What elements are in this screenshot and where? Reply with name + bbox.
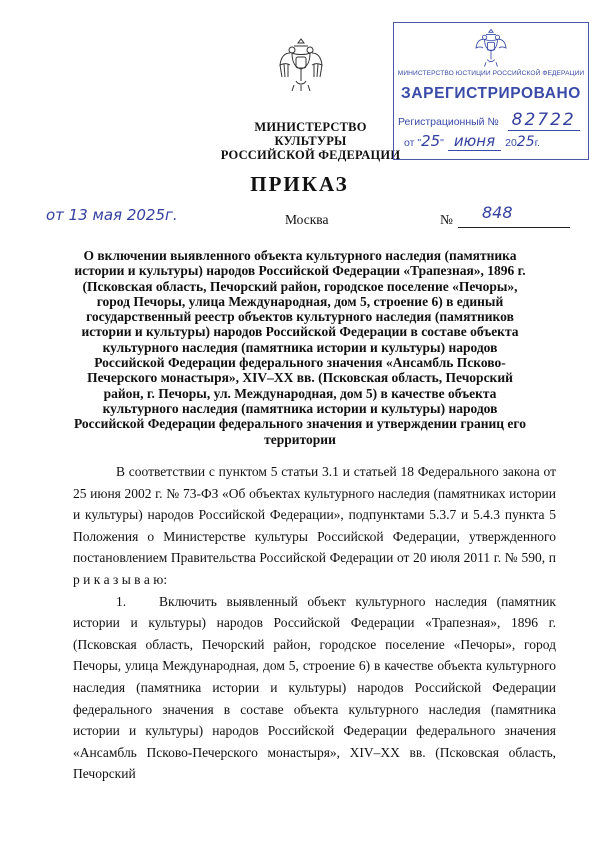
registration-stamp [393, 22, 589, 160]
stamp-status: ЗАРЕГИСТРИРОВАНО [401, 85, 581, 102]
state-emblem-icon [278, 37, 324, 93]
item-1-text: Включить выявленный объект культурного наследия (памятник истории и культуры) народов Российской Федерации «Трапезная», 1896 г. (Псковская область, Печорский район, городское поселение «Печоры», город Печоры, улица Международная, дом 5, строение 6) в качестве объекта культурного наследия (памятника истории и культуры) народов Российской Федерации федерального значения в составе объекта культурного наследия (памятника истории и культуры) народов Российской Федерации федерального значения «Ансамбль Псково-Печерского монастыря», XIV–XX вв. (Псковская область, Печорский [73, 593, 556, 782]
stamp-org: МИНИСТЕРСТВО ЮСТИЦИИ РОССИЙСКОЙ ФЕДЕРАЦИИ [397, 70, 585, 77]
item-1-number: 1. [116, 593, 127, 609]
stamp-emblem-icon [472, 28, 510, 68]
order-number-handwritten: 848 [482, 203, 513, 222]
stamp-reg-number: 82722 [508, 110, 580, 131]
stamp-date-row: от "25" июня 2025г. [404, 132, 541, 150]
stamp-reg-label: Регистрационный № [398, 116, 499, 128]
stamp-reg-row [398, 110, 580, 130]
number-underline [458, 227, 570, 228]
order-title: О включении выявленного объекта культурного наследия (памятника истории и культуры) народов Российской Федерации «Трапезная», 1896 г. (Псковская область, Печорский район, городское поселение «Печоры», город Печоры, улица Международная, дом 5, строение 6) в единый государственный реестр объектов культурного наследия (памятников истории и культуры) народов Российской Федерации в составе объекта культурного наследия (памятника истории и культуры) народов Российской Федерации федерального значения «Ансамбль Псково-Печерского монастыря», XIV–XX вв. (Псковская область, Печорский район, г. Печоры, ул. Международная, дом 5) в качестве объекта культурного наследия (памятника истории и культуры) народов Российской Федерации федерального значения и утверждении границ его территории [74, 248, 526, 447]
ministry-line-2: РОССИЙСКОЙ ФЕДЕРАЦИИ [220, 148, 401, 162]
number-label: № [440, 212, 453, 227]
ministry-name [218, 120, 403, 162]
city: Москва [285, 212, 329, 227]
preamble-paragraph: В соответствии с пунктом 5 статьи 3.1 и статьей 18 Федерального закона от 25 июня 2002 г. № 73-ФЗ «Об объектах культурного наследия (памятниках истории и культуры) народов Российской Федерации», подпунктами 5.3.7 и 5.4.3 пункта 5 Положения о Министерстве культуры Российской Федерации, утвержденного постановлением Правительства Российской Федерации от 20 июля 2011 г. № 590, п р и к а з ы в а ю: [73, 464, 556, 587]
stamp-date-month: июня [448, 132, 501, 151]
stamp-from-label: от " [404, 137, 422, 149]
stamp-date-day: 25 [421, 132, 441, 150]
order-date-handwritten: от 13 мая 2025г. [46, 206, 178, 224]
document-type: ПРИКАЗ [250, 172, 349, 196]
item-1-paragraph [73, 591, 556, 785]
stamp-year-suffix: 25 [516, 134, 535, 150]
stamp-year-end: г. [534, 137, 541, 149]
ministry-line-1: МИНИСТЕРСТВО КУЛЬТУРЫ [254, 120, 367, 148]
stamp-year-prefix: 20 [505, 137, 517, 149]
order-body [73, 461, 556, 785]
